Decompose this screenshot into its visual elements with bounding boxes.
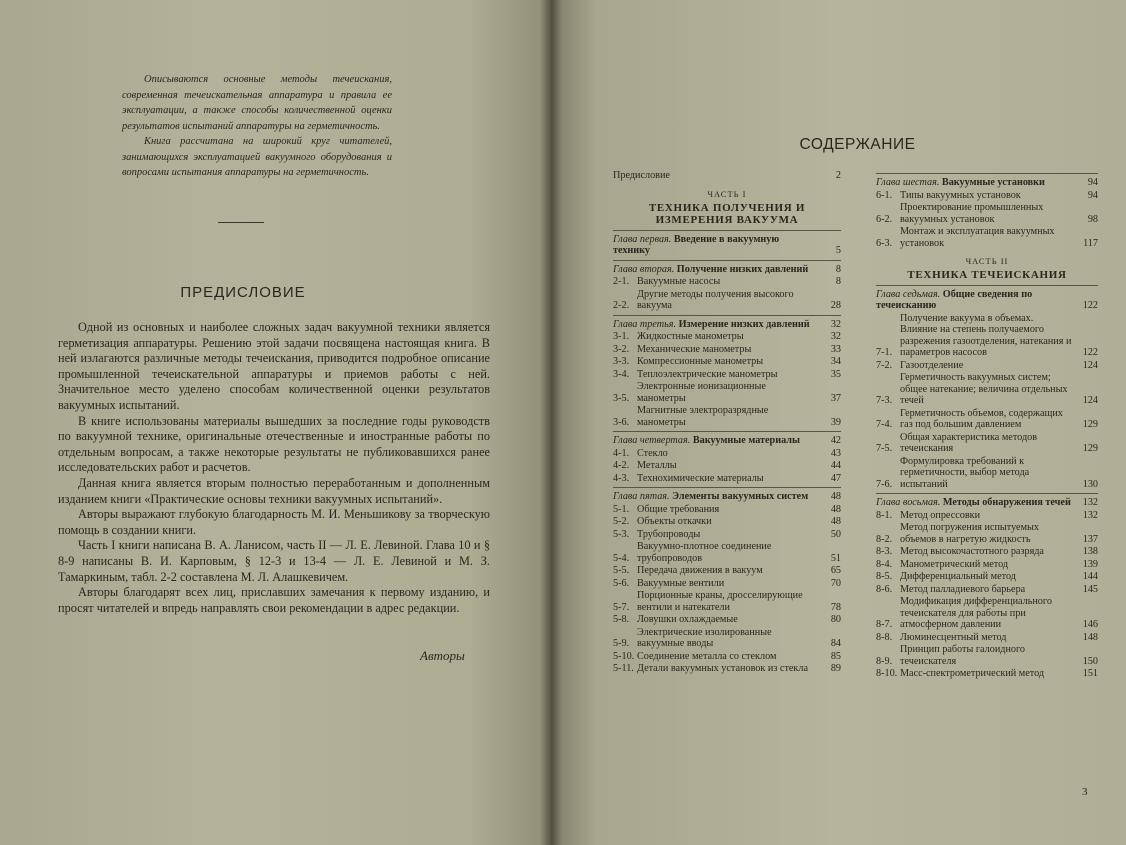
- toc-entry-text: Газоотделение: [900, 359, 964, 371]
- toc-section-number: 8-7.: [876, 619, 893, 630]
- toc-section-number: 5-1.: [613, 503, 630, 515]
- part-label: ЧАСТЬ II: [965, 256, 1009, 266]
- toc-section-row: [613, 627, 841, 650]
- toc-entry-text: Соединение металла со стеклом: [637, 650, 777, 662]
- preface-paragraph: Часть I книги написана В. А. Ланисом, часть II — Л. Е. Левиной. Глава 10 и § 8-9 написаны В. И. Карповым, § 12-3 и 13-4 — Л. Е. Левиной и М. З. Тамаркиным, табл. 2-2 составлена М. Л. Алашкевичем.: [58, 538, 490, 584]
- page-number: 3: [1082, 786, 1088, 798]
- part-title: ТЕХНИКА ПОЛУЧЕНИЯ И ИЗМЕРЕНИЯ ВАКУУМА: [648, 201, 806, 226]
- toc-entry-page: 48: [830, 516, 841, 527]
- toc-entry-page: 84: [830, 638, 841, 649]
- toc-chapter-label: Глава третья.: [613, 318, 679, 330]
- toc-entry-page: 139: [1082, 558, 1098, 570]
- part-title: ТЕХНИКА ТЕЧЕИСКАНИЯ: [907, 269, 1067, 281]
- toc-entry-text: Глава седьмая. Общие сведения по течеисканию: [876, 288, 1033, 311]
- toc-entry-page: 48: [830, 491, 841, 502]
- toc-section-row: [876, 546, 1098, 558]
- toc-section-row: [613, 356, 841, 368]
- toc-entry-text: Электрические изолированные вакуумные вводы: [637, 626, 772, 649]
- toc-entry-page: 32: [830, 318, 841, 330]
- toc-entry-page: 138: [1082, 546, 1098, 557]
- toc-section-row: [613, 331, 841, 343]
- annotation: [122, 72, 392, 181]
- toc-section-row: [613, 541, 841, 564]
- toc-chapter-label: Глава первая.: [613, 233, 674, 245]
- toc-chapter-label: Глава пятая.: [613, 491, 673, 502]
- toc-entry-text: Вакуумно-плотное соединение трубопроводов: [637, 541, 772, 564]
- toc-entry-text: Порционные краны, дросселирующие вентили и натекатели: [637, 590, 803, 613]
- toc-section-number: 7-4.: [876, 419, 893, 430]
- toc-section-row: [613, 289, 841, 312]
- toc-entry-page: 146: [1082, 619, 1098, 630]
- toc-section-number: 4-1.: [613, 447, 630, 459]
- toc-section-row: [876, 571, 1098, 583]
- toc-entry-page: 35: [830, 368, 841, 380]
- toc-entry-text: Люминесцентный метод: [900, 631, 1007, 643]
- toc-section-number: 7-5.: [876, 443, 893, 454]
- toc-section-row: [613, 460, 841, 472]
- left-page: [0, 0, 551, 845]
- toc-entry-text: Технохимические материалы: [637, 472, 764, 484]
- toc-section-number: 8-8.: [876, 631, 893, 643]
- toc-entry-text: Формулировка требований к герметичности, выбор метода испытаний: [900, 455, 1030, 490]
- toc-section-row: [876, 596, 1098, 631]
- toc-section-row: [876, 432, 1098, 455]
- toc-entry-text: Герметичность вакуумных систем; общее натекание; величина отдельных течей: [900, 372, 1068, 406]
- toc-section-row: [876, 313, 1098, 359]
- toc-entry-page: 8: [835, 276, 841, 287]
- toc-section-row: [876, 226, 1098, 249]
- toc-chapter-row: [613, 230, 841, 257]
- toc-section-number: 5-7.: [613, 601, 630, 613]
- toc-entry-page: 132: [1082, 497, 1098, 508]
- toc-entry-text: Механические манометры: [637, 343, 752, 355]
- toc-section-row: [613, 369, 841, 381]
- toc-section-row: [613, 614, 841, 626]
- toc-entry-text: Метод высокочастотного разряда: [900, 546, 1044, 557]
- toc-section-number: 8-1.: [876, 509, 893, 521]
- toc-entry-page: 98: [1087, 213, 1098, 225]
- toc-section-number: 8-9.: [876, 655, 893, 667]
- toc-entry-text: Глава восьмая. Методы обнаружения течей: [876, 497, 1071, 508]
- toc-entry-text: Другие методы получения высокого вакуума: [637, 288, 794, 311]
- toc-section-number: 8-5.: [876, 571, 893, 582]
- toc-section-number: 8-2.: [876, 533, 893, 545]
- toc-section-number: 4-3.: [613, 472, 630, 484]
- toc-entry-text: Объекты откачки: [637, 516, 712, 527]
- toc-section-number: 5-5.: [613, 565, 630, 576]
- toc-section-number: 8-3.: [876, 546, 893, 557]
- annotation-paragraph: Описываются основные методы течеискания, современная течеискательная аппаратура и правила ее эксплуатации, а также способы количественной оценки результатов испытаний аппаратуры на герметичность.: [122, 74, 392, 132]
- toc-entry-page: 122: [1082, 347, 1098, 358]
- toc-section-row: [876, 644, 1098, 667]
- toc-section-number: 5-2.: [613, 516, 630, 527]
- toc-section-row: [876, 559, 1098, 571]
- toc-entry-text: Глава пятая. Элементы вакуумных систем: [613, 491, 809, 502]
- toc-entry-page: 150: [1082, 655, 1098, 667]
- toc-section-number: 5-8.: [613, 614, 630, 625]
- toc-entry-text: Компрессионные манометры: [637, 356, 764, 367]
- toc-section-number: 5-9.: [613, 638, 630, 649]
- toc-row-preface: [613, 170, 841, 182]
- toc-entry-page: 70: [830, 577, 841, 589]
- toc-section-row: [876, 632, 1098, 644]
- toc-entry-page: 33: [830, 343, 841, 355]
- toc-entry-page: 48: [830, 503, 841, 515]
- toc-section-row: [613, 663, 841, 675]
- toc-section-row: [613, 578, 841, 590]
- toc-section-row: [876, 522, 1098, 545]
- preface-paragraph: Авторы выражают глубокую благодарность М. И. Меньшикову за творческую помощь в создании книги.: [58, 507, 490, 537]
- toc-entry-page: 8: [835, 263, 841, 275]
- toc-entry-text: Глава первая. Введение в вакуумную технику: [613, 233, 780, 256]
- toc-entry-page: 39: [830, 416, 841, 428]
- toc-section-row: [613, 504, 841, 516]
- toc-entry-page: 145: [1082, 583, 1098, 595]
- toc-entry-text: Глава вторая. Получение низких давлений: [613, 263, 809, 275]
- toc-section-number: 7-6.: [876, 478, 893, 490]
- toc-entry-page: 148: [1082, 631, 1098, 643]
- toc-list: [876, 285, 1098, 680]
- toc-section-number: 2-2.: [613, 300, 630, 311]
- toc-section-number: 4-2.: [613, 460, 630, 471]
- toc-entry-text: Глава третья. Измерение низких давлений: [613, 318, 810, 330]
- toc-entry-page: 89: [830, 663, 841, 674]
- toc-list: [876, 173, 1098, 249]
- toc-chapter-label: Глава вторая.: [613, 263, 677, 275]
- divider: [218, 222, 264, 223]
- toc-entry-page: 151: [1082, 668, 1098, 679]
- toc-column-right: [876, 170, 1098, 681]
- toc-entry-text: Дифференциальный метод: [900, 571, 1016, 582]
- toc-entry-page: 47: [830, 472, 841, 484]
- toc-section-number: 5-4.: [613, 552, 630, 564]
- toc-entry-page: 124: [1082, 395, 1098, 406]
- toc-section-number: 5-6.: [613, 577, 630, 589]
- toc-section-number: 8-6.: [876, 583, 893, 595]
- preface-paragraph: Авторы благодарят всех лиц, приславших замечания к первому изданию, и просят читателей и впредь направлять свои рекомендации в адрес редакции.: [58, 585, 490, 615]
- toc-chapter-label: Глава четвертая.: [613, 435, 693, 446]
- toc-section-row: [613, 516, 841, 528]
- toc-section-number: 3-6.: [613, 416, 630, 428]
- toc-section-row: [613, 381, 841, 404]
- toc-entry-text: Предисловие: [613, 170, 670, 181]
- toc-entry-page: 51: [830, 552, 841, 564]
- toc-entry-page: 117: [1083, 237, 1098, 249]
- toc-section-row: [613, 344, 841, 356]
- toc-section-row: [613, 448, 841, 460]
- toc-section-number: 7-1.: [876, 347, 893, 358]
- toc-entry-page: 2: [835, 170, 841, 181]
- toc-section-row: [876, 360, 1098, 372]
- toc-entry-text: Глава четвертая. Вакуумные материалы: [613, 435, 800, 446]
- authors-signature: Авторы: [420, 648, 465, 663]
- part-label: ЧАСТЬ I: [707, 188, 747, 199]
- toc-entry-page: 34: [830, 356, 841, 367]
- toc-entry-text: Ловушки охлаждаемые: [637, 614, 738, 625]
- toc-entry-text: Метод погружения испытуемых объемов в нагретую жидкость: [900, 522, 1039, 545]
- toc-entry-page: 50: [830, 528, 841, 540]
- toc-entry-text: Метод опрессовки: [900, 509, 981, 521]
- toc-section-row: [613, 473, 841, 485]
- toc-entry-text: Монтаж и эксплуатация вакуумных установок: [900, 226, 1055, 249]
- toc-entry-text: Модификация дифференциального течеискателя для работы при атмосферном давлении: [900, 596, 1052, 630]
- toc-chapter-label: Глава шестая.: [876, 177, 942, 188]
- toc-entry-text: Общие требования: [637, 503, 720, 515]
- toc-section-row: [876, 408, 1098, 431]
- toc-entry-page: 43: [830, 447, 841, 459]
- toc-entry-page: 129: [1082, 419, 1098, 430]
- toc-entry-page: 44: [830, 460, 841, 471]
- toc-section-number: 5-10.: [613, 650, 635, 662]
- toc-entry-page: 37: [830, 392, 841, 404]
- toc-chapter-label: Глава седьмая.: [876, 288, 943, 300]
- toc-chapter-row: [613, 431, 841, 447]
- toc-entry-page: 28: [830, 300, 841, 311]
- toc-chapter-row: [613, 260, 841, 276]
- toc-entry-page: 94: [1087, 177, 1098, 188]
- toc-entry-text: Вакуумные вентили: [637, 577, 725, 589]
- toc-entry-page: 65: [830, 565, 841, 576]
- toc-entry-text: Общая характеристика методов течеискания: [900, 431, 1038, 454]
- preface-body: [58, 320, 490, 616]
- toc-section-number: 5-3.: [613, 528, 630, 540]
- annotation-paragraph: Книга рассчитана на широкий круг читателей, занимающихся эксплуатацией вакуумного оборудования и вопросами испытания аппаратуры на герметичность.: [122, 136, 392, 178]
- toc-entry-page: 42: [830, 435, 841, 446]
- toc-section-row: [613, 405, 841, 428]
- toc-entry-text: Масс-спектрометрический метод: [900, 668, 1045, 679]
- toc-entry-page: 137: [1082, 533, 1098, 545]
- toc-section-number: 3-1.: [613, 331, 630, 342]
- toc-list: [613, 230, 841, 675]
- toc-section-number: 6-1.: [876, 189, 893, 201]
- toc-section-number: 7-2.: [876, 359, 893, 371]
- toc-section-number: 3-2.: [613, 343, 630, 355]
- toc-entry-text: Стекло: [637, 447, 668, 459]
- toc-section-number: 3-5.: [613, 392, 630, 404]
- toc-section-number: 6-2.: [876, 213, 893, 225]
- toc-section-number: 8-10.: [876, 668, 898, 679]
- toc-section-row: [613, 590, 841, 613]
- toc-chapter-row: [876, 173, 1098, 189]
- toc-entry-text: Детали вакуумных установок из стекла: [637, 663, 808, 674]
- toc-section-row: [876, 202, 1098, 225]
- toc-entry-page: 78: [830, 601, 841, 613]
- toc-section-number: 3-3.: [613, 356, 630, 367]
- toc-section-number: 2-1.: [613, 276, 630, 287]
- toc-entry-page: 122: [1082, 300, 1098, 311]
- toc-entry-text: Метод палладиевого барьера: [900, 583, 1026, 595]
- toc-entry-page: 32: [830, 331, 841, 342]
- toc-chapter-row: [613, 487, 841, 503]
- toc-section-row: [613, 276, 841, 288]
- toc-entry-text: Трубопроводы: [637, 528, 701, 540]
- preface-paragraph: В книге использованы материалы вышедших за последние годы руководств по вакуумной технике, оригинальные отечественные и иностранные работы по отдельным вопросам, а также некоторые результаты не публиковавшихся ранее исследовательских работ и расчетов.: [58, 413, 490, 475]
- toc-section-row: [876, 584, 1098, 596]
- toc-section-number: 7-3.: [876, 395, 893, 406]
- toc-entry-text: Теплоэлектрические манометры: [637, 368, 778, 380]
- toc-section-row: [876, 372, 1098, 407]
- toc-entry-text: Магнитные электроразрядные манометры: [637, 405, 769, 428]
- toc-chapter-row: [876, 493, 1098, 509]
- toc-entry-page: 130: [1082, 478, 1098, 490]
- toc-entry-text: Электронные ионизационные манометры: [637, 381, 766, 404]
- toc-chapter-label: Глава восьмая.: [876, 497, 943, 508]
- toc-entry-page: 129: [1082, 443, 1098, 454]
- toc-entry-text: Типы вакуумных установок: [900, 189, 1021, 201]
- toc-section-row: [613, 529, 841, 541]
- toc-entry-page: 5: [835, 245, 841, 256]
- toc-entry-text: Получение вакуума в объемах. Влияние на степень получаемого разрежения газоотделения, натекания и параметров насосов: [900, 312, 1072, 358]
- toc-entry-page: 144: [1082, 571, 1098, 582]
- toc-entry-page: 80: [830, 614, 841, 625]
- toc-entry-text: Металлы: [637, 460, 677, 471]
- toc-entry-page: 124: [1082, 359, 1098, 371]
- contents-title: СОДЕРЖАНИЕ: [799, 136, 916, 153]
- toc-entry-text: Передача движения в вакуум: [637, 565, 763, 576]
- preface-paragraph: Одной из основных и наиболее сложных задач вакуумной техники является герметизация аппаратуры. Решению этой задачи посвящена настоящая книга. В ней излагаются различные методы течеискания, приводится подробное описание промышленной течеискательной аппаратуры и приемов работы с ней. Значительное место уделено способам количественной оценки результатов вакуумных испытаний.: [58, 320, 490, 412]
- toc-entry-text: Проектирование промышленных вакуумных установок: [900, 202, 1044, 225]
- preface-paragraph: Данная книга является вторым полностью переработанным и дополненным изданием книги «Практические основы техники вакуумных испытаний».: [58, 475, 490, 506]
- toc-chapter-row: [613, 315, 841, 331]
- toc-section-row: [613, 565, 841, 577]
- toc-entry-text: Манометрический метод: [900, 558, 1009, 570]
- toc-entry-text: Вакуумные насосы: [637, 276, 721, 287]
- toc-section-row: [876, 668, 1098, 680]
- toc-section-number: 8-4.: [876, 558, 893, 570]
- toc-section-number: 5-11.: [613, 663, 634, 674]
- toc-entry-page: 132: [1082, 509, 1098, 521]
- toc-section-row: [876, 190, 1098, 202]
- toc-entry-text: Жидкостные манометры: [637, 331, 744, 342]
- toc-entry-text: Герметичность объемов, содержащих газ под большим давлением: [900, 407, 1063, 430]
- toc-section-row: [876, 510, 1098, 522]
- toc-entry-page: 85: [830, 650, 841, 662]
- toc-chapter-row: [876, 285, 1098, 312]
- book-gutter: [540, 0, 562, 845]
- toc-entry-text: Принцип работы галоидного течеискателя: [900, 644, 1026, 667]
- toc-section-row: [613, 651, 841, 663]
- toc-section-number: 3-4.: [613, 368, 630, 380]
- toc-section-number: 6-3.: [876, 237, 893, 249]
- toc-entry-text: Глава шестая. Вакуумные установки: [876, 177, 1045, 188]
- toc-section-row: [876, 456, 1098, 491]
- preface-heading: ПРЕДИСЛОВИЕ: [180, 284, 306, 301]
- toc-entry-page: 94: [1087, 189, 1098, 201]
- toc-column-left: [613, 170, 841, 676]
